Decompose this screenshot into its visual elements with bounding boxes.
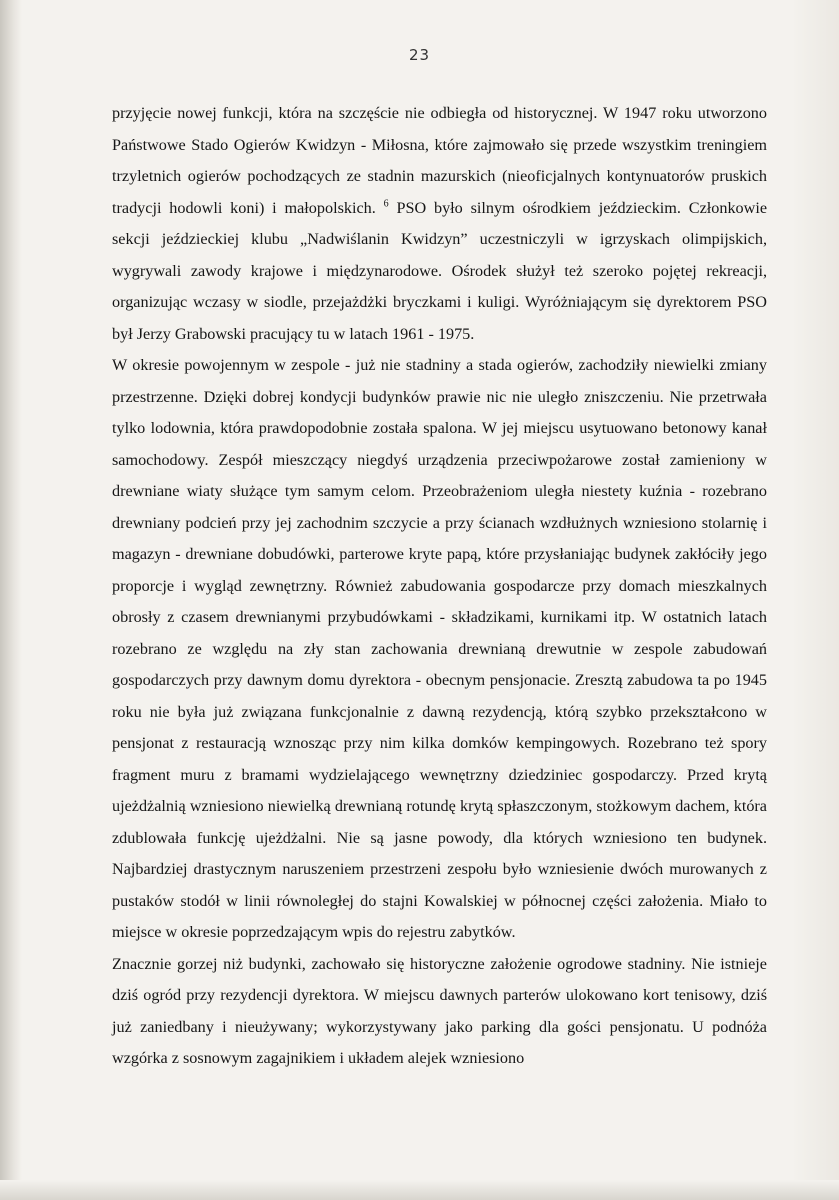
page-binding-edge: [0, 0, 22, 1200]
paragraph-1-text-continued: PSO było silnym ośrodkiem jeździeckim. Członkowie sekcji jeździeckiej klubu „Nadwiślanin Kwidzyn” uczestniczyli w igrzyskach olimpijskich, wygrywali zawody krajowe i międzynarodowe. Ośrodek służył też szeroko pojętej rekreacji, organizując wczasy w siodle, przejażdżki bryczkami i kuligi. Wyróżniającym się dyrektorem PSO był Jerzy Grabowski pracujący tu w latach 1961 - 1975.: [112, 198, 767, 343]
page-number: 23: [408, 46, 431, 64]
paragraph-3: Znacznie gorzej niż budynki, zachowało się historyczne założenie ogrodowe stadniny. Nie istnieje dziś ogród przy rezydencji dyrektora. W miejscu dawnych parterów ulokowano kort tenisowy, dziś już zaniedbany i nieużywany; wykorzystywany jako parking dla gości pensjonatu. U podnóża wzgórka z sosnowym zagajnikiem i układem alejek wzniesiono: [112, 954, 767, 1067]
page-bottom-edge: [0, 1180, 839, 1200]
paragraph-1-text: przyjęcie nowej funkcji, która na szczęście nie odbiegła od historycznej. W 1947 roku utworzono Państwowe Stado Ogierów Kwidzyn - Miłosna, które zajmowało się przede wszystkim treningiem trzyletnich ogierów pochodzących ze stadnin mazurskich (nieoficjalnych kontynuatorów pruskich tradycji hodowli koni) i małopolskich.: [112, 104, 767, 217]
paragraph-1: [112, 98, 767, 350]
page-right-edge: [791, 0, 839, 1200]
body-text: [112, 98, 767, 1075]
footnote-marker: 6: [383, 198, 389, 210]
paragraph-2: W okresie powojennym w zespole - już nie stadniny a stada ogierów, zachodziły niewielki zmiany przestrzenne. Dzięki dobrej kondycji budynków prawie nic nie uległo zniszczeniu. Nie przetrwała tylko lodownia, która prawdopodobnie została spalona. W jej miejscu usytuowano betonowy kanał samochodowy. Zespół mieszczący niegdyś urządzenia przeciwpożarowe został zamieniony w drewniane wiaty służące tym samym celom. Przeobrażeniom uległa niestety kuźnia - rozebrano drewniany podcień przy jej zachodnim szczycie a przy ścianach wzdłużnych wzniesiono stolarnię i magazyn - drewniane dobudówki, parterowe kryte papą, które przysłaniając budynek zakłóciły jego proporcje i wygląd zewnętrzny. Również zabudowania gospodarcze przy domach mieszkalnych obrosły z czasem drewnianymi przybudówkami - składzikami, kurnikami itp. W ostatnich latach rozebrano ze względu na zły stan zachowania drewnianą drewutnie w zespole zabudowań gospodarczych przy dawnym domu dyrektora - obecnym pensjonacie. Zresztą zabudowa ta po 1945 roku nie była już związana funkcjonalnie z dawną rezydencją, którą szybko przekształcono w pensjonat z restauracją wznosząc przy nim kilka domków kempingowych. Rozebrano też spory fragment muru z bramami wydzielającego wewnętrzny dziedziniec gospodarczy. Przed krytą ujeżdżalnią wzniesiono niewielką drewnianą rotundę krytą spłaszczonym, stożkowym dachem, która zdublowała funkcję ujeżdżalni. Nie są jasne powody, dla których wzniesiono ten budynek. Najbardziej drastycznym naruszeniem przestrzeni zespołu było wzniesienie dwóch murowanych z pustaków stodół w linii równoległej do stajni Kowalskiej w północnej części założenia. Miało to miejsce w okresie poprzedzającym wpis do rejestru zabytków.: [112, 356, 767, 941]
